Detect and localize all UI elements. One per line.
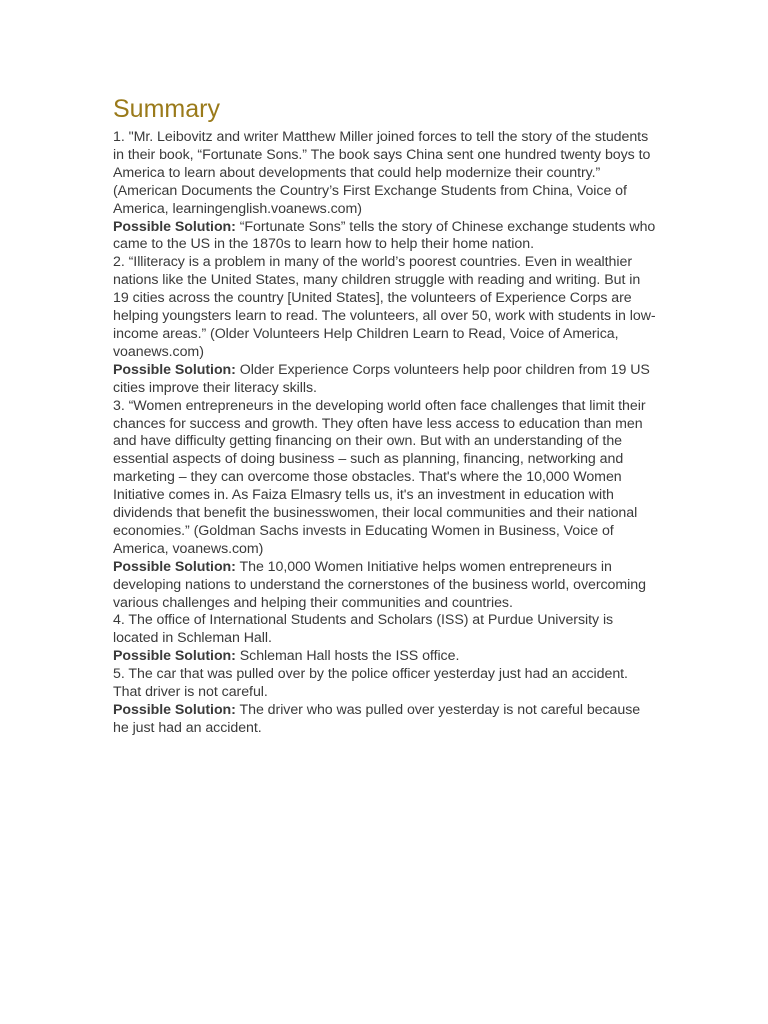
solution-label: Possible Solution: — [113, 702, 236, 718]
solution-text: Older Experience Corps volunteers help poor children from 19 US cities improve their literacy skills. — [113, 361, 650, 396]
solution-text: The 10,000 Women Initiative helps women entrepreneurs in developing nations to understand the cornerstones of the business world, overcoming various challenges and helping their communities and countries. — [113, 558, 646, 611]
solution-text: “Fortunate Sons” tells the story of Chinese exchange students who came to the US in the 1870s to learn how to help their home nation. — [113, 218, 656, 253]
solution-text: The driver who was pulled over yesterday is not careful because he just had an accident. — [113, 702, 641, 736]
solution-3 — [113, 559, 658, 613]
page-title: Summary — [113, 95, 220, 123]
solution-text: Schleman Hall hosts the ISS office. — [235, 648, 460, 665]
document-page — [113, 93, 658, 738]
item-text-2: 2. “Illiteracy is a problem in many of the world’s poorest countries. Even in wealthier nations like the United States, many children struggle with reading and writing. But in 19 cities across the country [United States], the volunteers of Experience Corps are helping youngsters learn to read. The volunteers, all over 50, work with students in low-income areas.” (Older Volunteers Help Children Learn to Read, Voice of America, voanews.com) — [113, 254, 656, 360]
item-text-4: 4. The office of International Students and Scholars (ISS) at Purdue University is located in Schleman Hall. — [113, 612, 614, 647]
solution-5 — [113, 702, 658, 738]
solution-4 — [113, 648, 658, 666]
solution-label: Possible Solution: — [113, 361, 236, 378]
item-text-5: 5. The car that was pulled over by the police officer yesterday just had an accident. That driver is not careful. — [113, 666, 628, 701]
item-text-3: 3. “Women entrepreneurs in the developing world often face challenges that limit their chances for success and growth. They often have less access to education than men and have difficulty getting financing on their own. But with an understanding of the essential aspects of doing business – such as planning, financing, networking and marketing – they can overcome those obstacles. That's where the 10,000 Women Initiative comes in. As Faiza Elmasry tells us, it's an investment in education with dividends that benefit the businesswomen, their local communities and their national economies.” (Goldman Sachs invests in Educating Women in Business, Voice of America, voanews.com) — [113, 397, 646, 557]
solution-label: Possible Solution: — [113, 558, 236, 575]
solution-2 — [113, 362, 658, 398]
summary-body — [113, 129, 658, 738]
item-text-1: 1. "Mr. Leibovitz and writer Matthew Miller joined forces to tell the story of the students in their book, “Fortunate Sons.” The book says China sent one hundred twenty boys to America to learn about developments that could help modernize their country.” (American Documents the Country’s First Exchange Students from China, Voice of America, learningenglish.voanews.com) — [113, 129, 651, 217]
solution-1 — [113, 219, 658, 255]
solution-label: Possible Solution: — [113, 218, 236, 235]
solution-label: Possible Solution: — [113, 648, 236, 665]
